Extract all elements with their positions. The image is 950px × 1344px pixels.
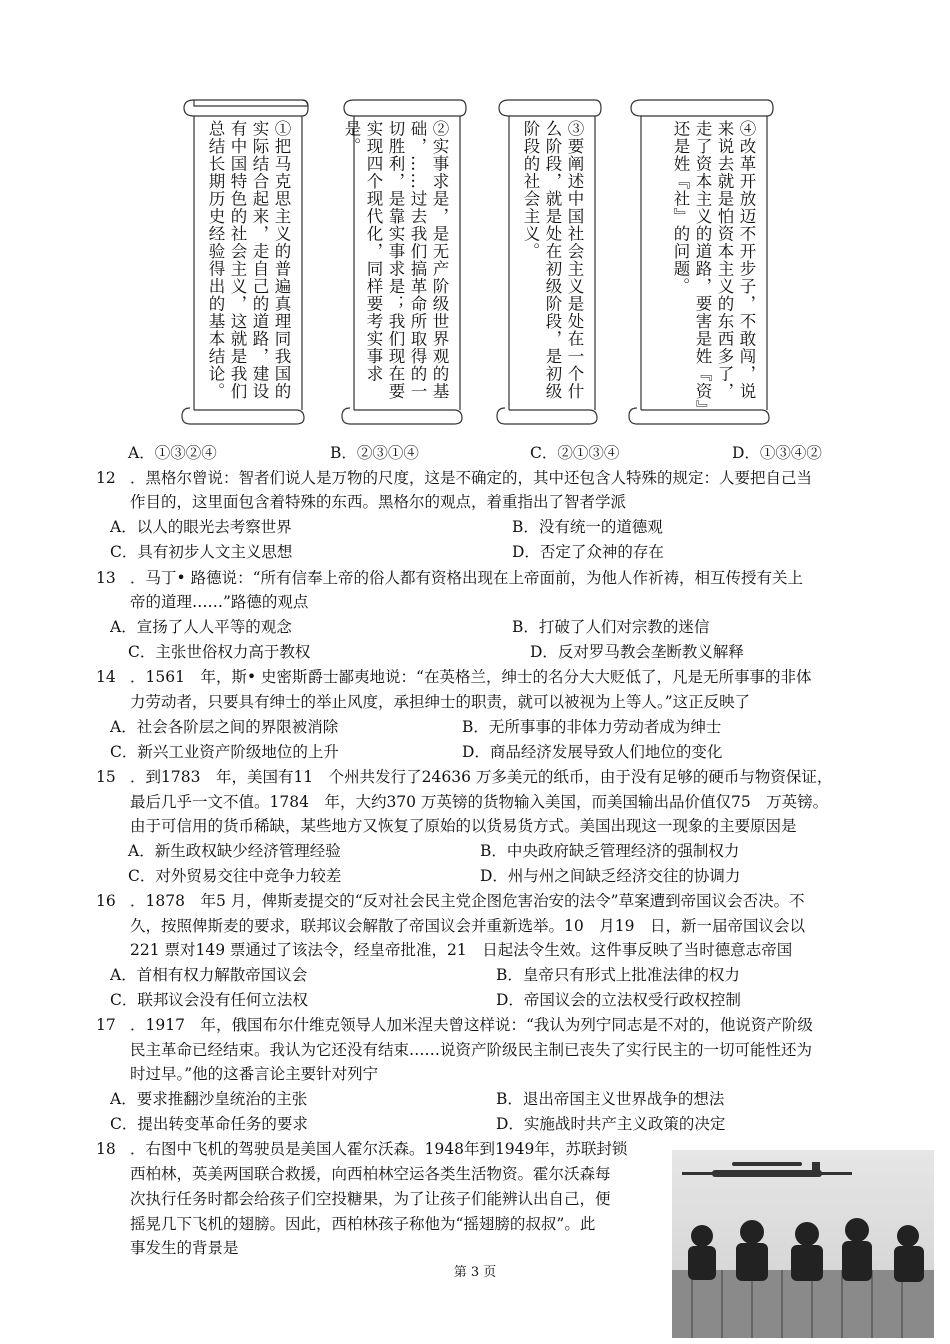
option: C．提出转变革命任务的要求 <box>110 1115 308 1133</box>
option: A．新生政权缺少经济管理经验 <box>128 842 341 860</box>
question-number: 12 <box>96 469 116 487</box>
option: D．商品经济发展导致人们地位的变化 <box>462 743 723 761</box>
option: B．皇帝只有形式上批准法律的权力 <box>496 966 740 984</box>
option: A．①③②④ <box>128 444 217 462</box>
option: C．具有初步人文主义思想 <box>110 543 293 561</box>
question-text: 由于可信用的货币稀缺，某些地方又恢复了原始的以货易货方式。美国出现这一现象的主要原因是 <box>130 817 797 835</box>
question-number: 13 <box>96 569 116 587</box>
option: B．打破了人们对宗教的迷信 <box>512 618 710 636</box>
question-text: 民主革命已经结束。我认为它还没有结束……说资产阶级民主制已丧失了实行民主的一切可能性还为 <box>130 1041 813 1059</box>
option: D．反对罗马教会垄断教义解释 <box>530 643 744 661</box>
option: A．宣扬了人人平等的观念 <box>110 618 292 636</box>
question-text: 221 票对149 票通过了该法令，经皇帝批准，21 日起法令生效。这件事反映了当时德意志帝国 <box>130 941 793 959</box>
scroll-2 <box>340 92 468 427</box>
option: D．实施战时共产主义政策的决定 <box>496 1115 726 1133</box>
question-number: 18 <box>96 1140 116 1158</box>
scroll-text: ③要阐述中国社会主义是处在一个什么阶段，就是处在初级阶段，是初级阶段的社会主义。 <box>521 120 584 400</box>
question-text: 力劳动者，只要具有绅士的举止风度，承担绅士的职责，就可以被视为上等人。”这正反映了 <box>130 693 751 711</box>
option: B．退出帝国主义世界战争的想法 <box>496 1090 725 1108</box>
question-number: 17 <box>96 1016 116 1034</box>
scroll-text: ②实事求是，是无产阶级世界观的基础，……过去我们搞革命所取得的一切胜利，是靠实事求是；我们现在要实现四个现代化，同样要考实事求是。 <box>342 120 449 400</box>
option: D．州与州之间缺乏经济交往的协调力 <box>480 867 741 885</box>
question-text: ．到1783 年，美国有11 个州共发行了24636 万多美元的纸币，由于没有足够的硬币与物资保证， <box>130 768 833 786</box>
option: C．新兴工业资产阶级地位的上升 <box>110 743 339 761</box>
option: A．社会各阶层之间的界限被消除 <box>110 718 339 736</box>
question-text: ．马丁• 路德说：“所有信奉上帝的俗人都有资格出现在上帝面前，为他人作祈祷，相互传授有关上 <box>130 569 803 587</box>
question-13 <box>0 566 950 590</box>
question-15 <box>0 765 950 789</box>
option: C．联邦议会没有任何立法权 <box>110 991 308 1009</box>
option: D．帝国议会的立法权受行政权控制 <box>496 991 741 1009</box>
option: D．否定了众神的存在 <box>512 543 664 561</box>
option: A．首相有权力解散帝国议会 <box>110 966 308 984</box>
question-text: 时过早。”他的这番言论主要针对列宁 <box>130 1065 379 1083</box>
option: A．以人的眼光去考察世界 <box>110 518 292 536</box>
question-16 <box>0 889 950 913</box>
option: C．主张世俗权力高于教权 <box>128 643 311 661</box>
scroll-text: ④改革开放迈不开步子，不敢闯，说来说去就是怕资本主义的东西多了，走了资本主义的道路，要害是姓『资』还是姓『社』的问题。 <box>671 120 756 410</box>
question-text: 久，按照俾斯麦的要求，联邦议会解散了帝国议会并重新选举。10 月19 日，新一届帝国议会以 <box>130 917 805 935</box>
option: D．①③④② <box>732 444 822 462</box>
question-number: 16 <box>96 892 116 910</box>
option: B．②③①④ <box>330 444 419 462</box>
question-text: 事发生的背景是 <box>130 1239 239 1257</box>
q11-options <box>0 441 950 465</box>
question-text: 作目的，这里面包含着特殊的东西。黑格尔的观点，着重指出了智者学派 <box>130 493 627 511</box>
question-text: ．黑格尔曾说：智者们说人是万物的尺度，这是不确定的，其中还包含人特殊的规定：人要把自己当 <box>130 469 813 487</box>
question-text: 摇晃几下飞机的翅膀。因此，西柏林孩子称他为“摇翅膀的叔叔”。此 <box>130 1215 596 1233</box>
question-17 <box>0 1013 950 1037</box>
question-text: ．1917 年，俄国布尔什维克领导人加米涅夫曾这样说：“我认为列宁同志是不对的，他说资产阶级 <box>130 1016 813 1034</box>
scroll-3 <box>495 92 603 427</box>
option: C．对外贸易交往中竞争力较差 <box>128 867 342 885</box>
scroll-4 <box>627 92 775 427</box>
option: B．中央政府缺乏管理经济的强制权力 <box>480 842 740 860</box>
question-text: 帝的道理……”路德的观点 <box>130 593 309 611</box>
question-14 <box>0 665 950 689</box>
question-text: ．1561 年，斯• 史密斯爵士鄙夷地说：“在英格兰，绅士的名分大大贬低了，凡是无所事事的非体 <box>130 668 812 686</box>
scroll-1 <box>180 92 310 427</box>
question-text: 西柏林，英美两国联合救援，向西柏林空运各类生活物资。霍尔沃森每 <box>130 1165 611 1183</box>
option: A．要求推翻沙皇统治的主张 <box>110 1090 308 1108</box>
airplane-children-image <box>672 1150 934 1338</box>
question-text: 次执行任务时都会给孩子们空投糖果，为了让孩子们能辨认出自己，便 <box>130 1190 611 1208</box>
question-number: 14 <box>96 668 116 686</box>
page-footer: 第 3 页 <box>453 1265 497 1280</box>
question-text: ．1878 年5 月，俾斯麦提交的“反对社会民主党企图危害治安的法令”草案遭到帝国议会否决。不 <box>130 892 805 910</box>
option: B．没有统一的道德观 <box>512 518 663 536</box>
question-number: 15 <box>96 768 116 786</box>
question-12 <box>0 466 950 490</box>
question-text: ．右图中飞机的驾驶员是美国人霍尔沃森。1948年到1949年，苏联封锁 <box>130 1140 628 1158</box>
option: B．无所事事的非体力劳动者成为绅士 <box>462 718 722 736</box>
question-text: 最后几乎一文不值。1784 年，大约370 万英镑的货物输入美国，而美国输出品价值仅75 万英镑。 <box>130 793 829 811</box>
berlin-airlift-photo <box>672 1150 934 1338</box>
option: C．②①③④ <box>530 444 620 462</box>
scroll-text: ①把马克思主义的普遍真理同我国的实际结合起来，走自己的道路，建设有中国特色的社会主义，这就是我们总结长期历史经验得出的基本结论。 <box>206 120 291 400</box>
